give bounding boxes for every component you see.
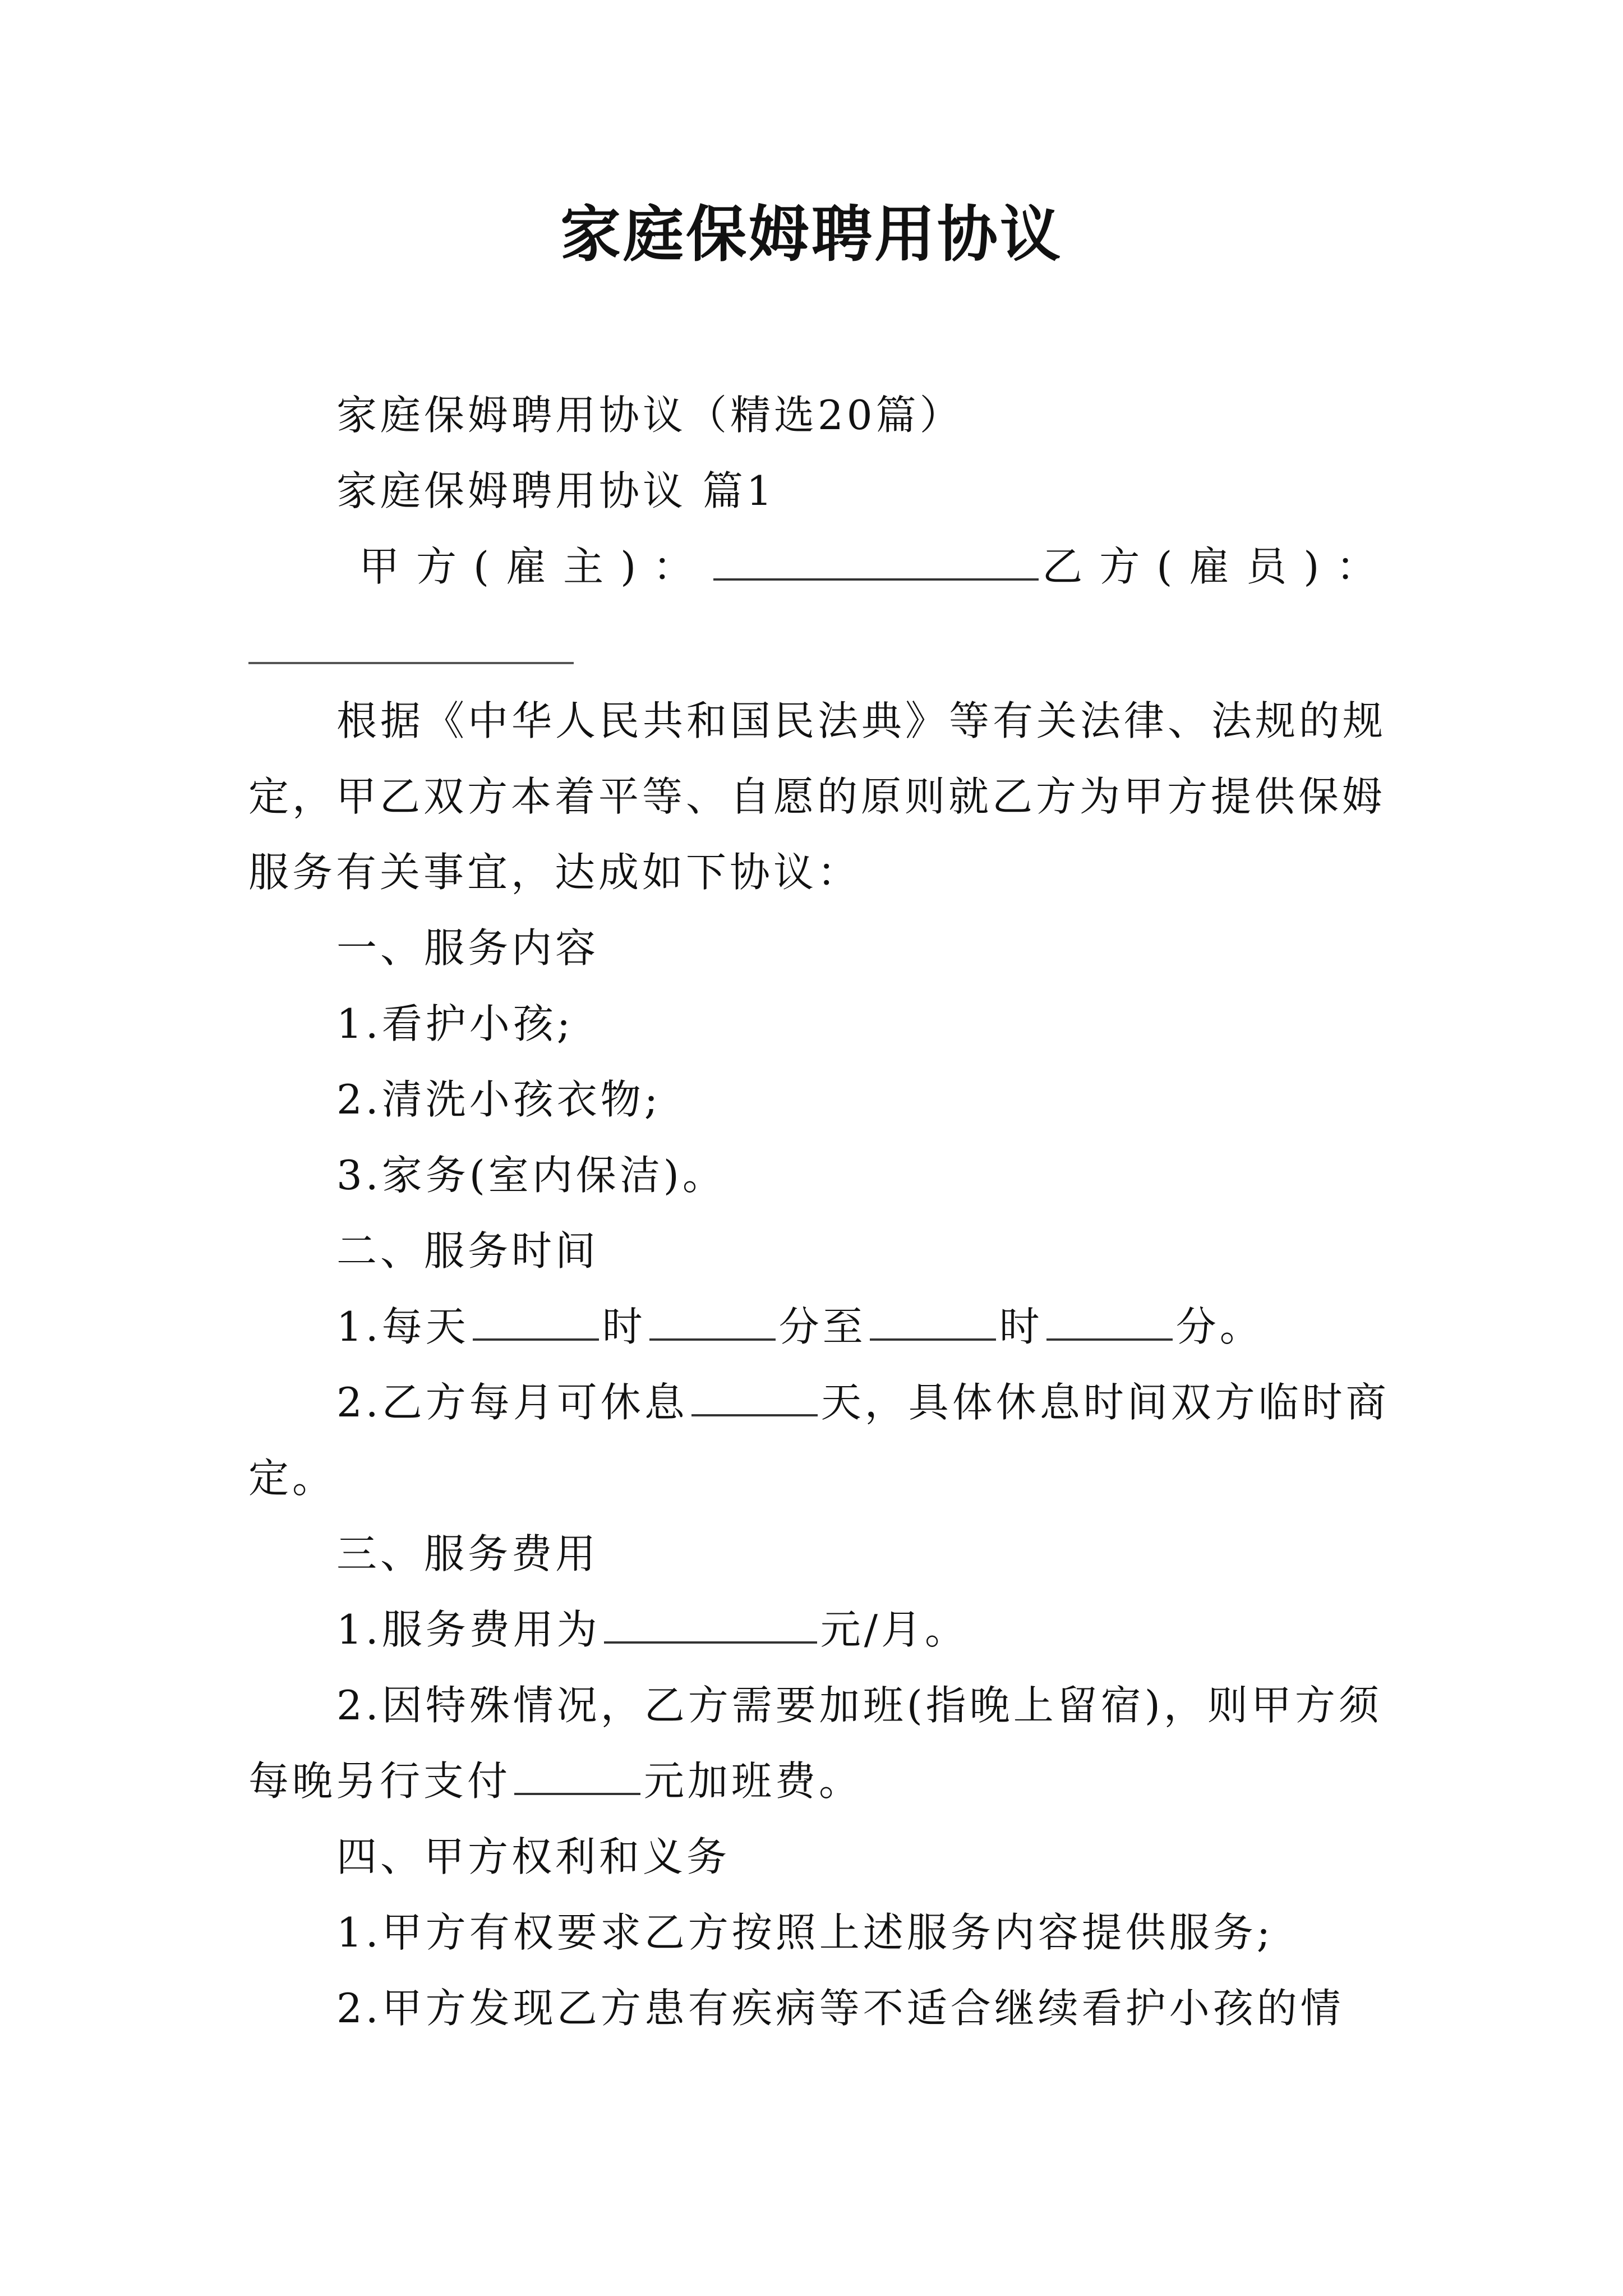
section2-item2-cont: 定。 bbox=[248, 1455, 336, 1502]
section3-item2-line1: 2.因特殊情况，乙方需要加班(指晚上留宿)，则甲方须 bbox=[336, 1682, 1382, 1729]
section-heading: 家庭保姆聘用协议 篇1 bbox=[336, 467, 776, 514]
intro-line-1: 根据《中华人民共和国民法典》等有关法律、法规的规 bbox=[336, 697, 1387, 744]
section3-item2-line2 bbox=[248, 1753, 863, 1809]
section2-item2 bbox=[336, 1374, 1390, 1430]
party-a-blank bbox=[713, 545, 1039, 581]
overtime-label: 每晚另行支付 bbox=[248, 1757, 511, 1805]
fee-unit: 元/月。 bbox=[820, 1606, 969, 1653]
rest-days-blank bbox=[691, 1381, 818, 1416]
subtitle: 家庭保姆聘用协议（精选20篇） bbox=[336, 392, 963, 439]
section4-item2: 2.甲方发现乙方患有疾病等不适合继续看护小孩的情 bbox=[336, 1985, 1344, 2032]
section2-item1 bbox=[336, 1299, 1264, 1355]
fee-blank bbox=[604, 1608, 817, 1644]
fee-label: 1.服务费用为 bbox=[336, 1606, 601, 1653]
daily-label: 1.每天 bbox=[336, 1303, 469, 1350]
start-hour-blank bbox=[473, 1305, 599, 1341]
section1-item1: 1.看护小孩; bbox=[336, 1000, 574, 1047]
minute-end-label: 分。 bbox=[1175, 1303, 1264, 1350]
rest-days-tail: 天，具体休息时间双方临时商 bbox=[820, 1379, 1390, 1426]
hour-label: 时 bbox=[602, 1303, 646, 1350]
section1-heading: 一、服务内容 bbox=[336, 924, 600, 972]
end-hour-blank bbox=[870, 1305, 996, 1341]
party-b-blank bbox=[248, 662, 574, 664]
section2-heading: 二、服务时间 bbox=[336, 1227, 600, 1274]
party-b-label: 乙方(雇员)： bbox=[1042, 543, 1394, 590]
section4-heading: 四、甲方权利和义务 bbox=[336, 1833, 731, 1880]
rest-days-label: 2.乙方每月可休息 bbox=[336, 1379, 688, 1426]
minute-to-label: 分至 bbox=[778, 1303, 866, 1350]
party-a-label: 甲方(雇主)： bbox=[359, 543, 711, 590]
parties-line bbox=[359, 539, 1393, 595]
section3-heading: 三、服务费用 bbox=[336, 1530, 600, 1577]
end-minute-blank bbox=[1046, 1305, 1173, 1341]
intro-line-3: 服务有关事宜，达成如下协议： bbox=[248, 849, 861, 896]
document-title: 家庭保姆聘用协议 bbox=[560, 199, 1063, 270]
hour-label-2: 时 bbox=[999, 1303, 1043, 1350]
overtime-blank bbox=[514, 1759, 640, 1795]
section3-item1 bbox=[336, 1602, 969, 1658]
section1-item3: 3.家务(室内保洁)。 bbox=[336, 1152, 726, 1199]
intro-line-2: 定，甲乙双方本着平等、自愿的原则就乙方为甲方提供保姆 bbox=[248, 773, 1386, 820]
start-minute-blank bbox=[649, 1305, 776, 1341]
overtime-unit: 元加班费。 bbox=[644, 1757, 863, 1805]
section4-item1: 1.甲方有权要求乙方按照上述服务内容提供服务; bbox=[336, 1909, 1274, 1956]
section1-item2: 2.清洗小孩衣物; bbox=[336, 1076, 661, 1123]
